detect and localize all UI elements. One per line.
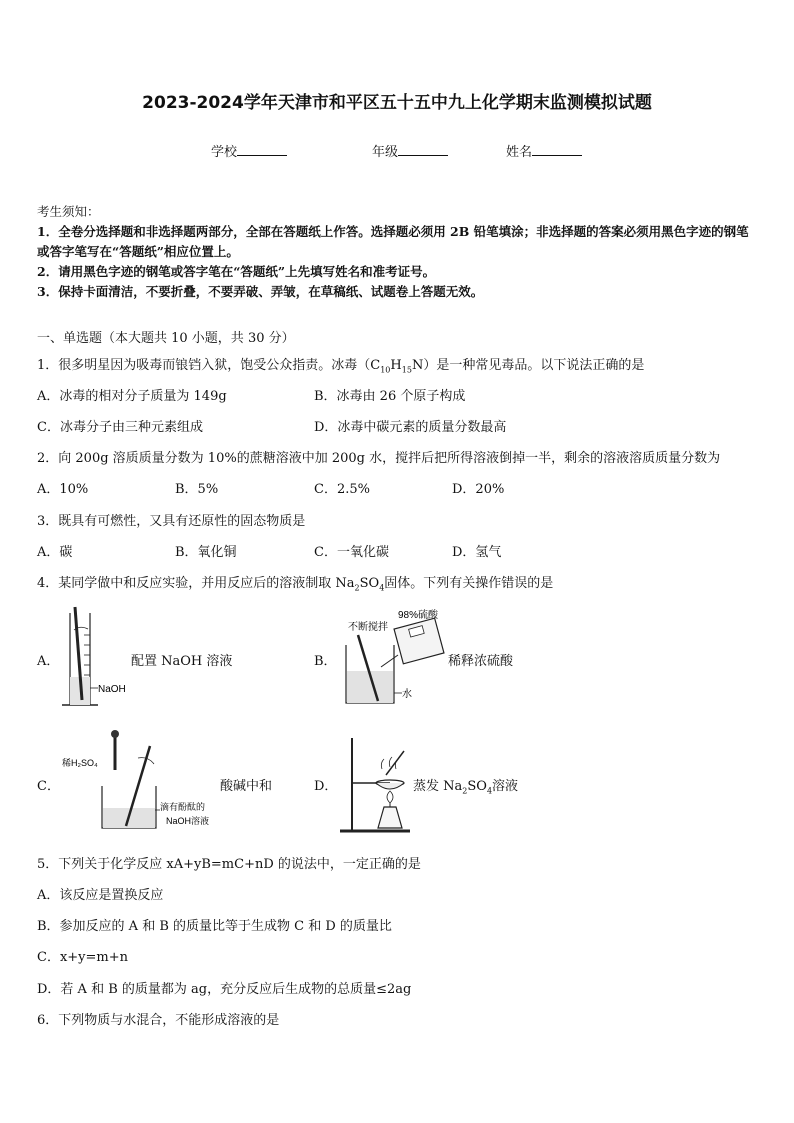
q4-c-letter: C． xyxy=(37,779,60,794)
q3-option-d: D．氢气 xyxy=(452,545,502,560)
q6-stem: 6．下列物质与水混合，不能形成溶液的是 xyxy=(37,1013,280,1028)
q4-stem-b: 固体。下列有关操作错误的是 xyxy=(384,576,554,591)
q4-d-label xyxy=(413,775,518,796)
graduated-cylinder-figure xyxy=(60,605,140,715)
page-title: 2023-2024学年天津市和平区五十五中九上化学期末监测模拟试题 xyxy=(142,93,652,113)
q2-option-d: D．20% xyxy=(452,482,505,497)
name-label: 姓名 xyxy=(506,145,533,160)
grade-label: 年级 xyxy=(372,145,399,160)
q4-sub1: 2 xyxy=(354,583,360,593)
q3-option-c: C．一氧化碳 xyxy=(314,545,389,560)
q3-stem: 3．既具有可燃性，又具有还原性的固态物质是 xyxy=(37,514,306,529)
section-heading: 一、单选题（本大题共 10 小题，共 30 分） xyxy=(37,331,295,346)
notice-heading: 考生须知： xyxy=(37,204,100,219)
notice-item-2: 2．请用黑色字迹的钢笔或答字笔在“答题纸”上先填写姓名和准考证号。 xyxy=(37,264,436,279)
evaporation-figure xyxy=(338,733,418,838)
q1-stem-a: 1．很多明星因为吸毒而锒铛入狱，饱受公众指责。冰毒（C xyxy=(37,358,381,373)
q2-option-a: A．10% xyxy=(37,482,89,497)
q5-option-c: C．x+y=m+n xyxy=(37,950,129,965)
dilution-figure xyxy=(336,605,446,715)
q5-option-b: B．参加反应的 A 和 B 的质量比等于生成物 C 和 D 的质量比 xyxy=(37,919,392,934)
q4-d-label-b: 溶液 xyxy=(492,779,519,794)
q1-stem-b: N）是一种常见毒品。以下说法正确的是 xyxy=(411,358,645,373)
naoh-label: NaOH xyxy=(98,684,126,695)
q4-d-letter: D． xyxy=(314,779,338,794)
q2-stem: 2．向 200g 溶质质量分数为 10%的蔗糖溶液中加 200g 水，搅拌后把所得溶液倒掉一半，剩余的溶液溶质质量分数为 xyxy=(37,451,721,466)
grade-field xyxy=(372,141,448,160)
q4-mid: SO xyxy=(359,576,380,591)
q5-stem: 5．下列关于化学反应 xA+yB=mC+nD 的说法中，一定正确的是 xyxy=(37,857,421,872)
q4-a-letter: A． xyxy=(37,654,60,669)
q1-sub2: 15 xyxy=(401,365,412,375)
q4-a-label: 配置 NaOH 溶液 xyxy=(131,654,233,669)
grade-blank xyxy=(398,143,448,156)
q4-d-mid: SO xyxy=(467,779,487,794)
q4-d-sub1: 2 xyxy=(462,786,468,796)
q4-b-letter: B． xyxy=(314,654,337,669)
q1-stem xyxy=(37,354,644,375)
q4-b-label: 稀释浓硫酸 xyxy=(448,654,514,669)
q2-option-c: C．2.5% xyxy=(314,482,370,497)
q5-option-d: D．若 A 和 B 的质量都为 ag，充分反应后生成物的总质量≤2ag xyxy=(37,982,412,997)
stir-label: 不断搅拌 xyxy=(348,622,388,633)
name-field xyxy=(506,141,582,160)
notice-item-3: 3．保持卡面清洁，不要折叠，不要弄破、弄皱，在草稿纸、试题卷上答题无效。 xyxy=(37,284,484,299)
acid-label: 98%硫酸 xyxy=(398,610,439,621)
q4-stem xyxy=(37,572,553,593)
q4-sub2: 4 xyxy=(379,583,385,593)
q1-mid: H xyxy=(390,358,402,373)
school-field xyxy=(211,141,287,160)
school-label: 学校 xyxy=(211,145,238,160)
neutralization-figure xyxy=(60,728,225,838)
q1-option-d: D．冰毒中碳元素的质量分数最高 xyxy=(314,420,507,435)
q1-sub1: 10 xyxy=(380,365,391,375)
q5-option-a: A．该反应是置换反应 xyxy=(37,888,164,903)
notice-block xyxy=(37,202,759,302)
q1-option-b: B．冰毒由 26 个原子构成 xyxy=(314,389,466,404)
school-blank xyxy=(237,143,287,156)
water-label: 水 xyxy=(402,689,412,700)
q1-option-a: A．冰毒的相对分子质量为 149g xyxy=(37,389,227,404)
dilute-acid-label: 稀H₂SO₄ xyxy=(62,758,98,768)
q1-option-c: C．冰毒分子由三种元素组成 xyxy=(37,420,203,435)
q2-option-b: B．5% xyxy=(175,482,219,497)
notice-item-1: 1．全卷分选择题和非选择题两部分，全部在答题纸上作答。选择题必须用 2B 铅笔填涂；非选择题的答案必须用黑色字迹的钢笔或答字笔写在“答题纸”相应位置上。 xyxy=(37,224,749,259)
solution-label-1: 滴有酚酞的 xyxy=(160,802,206,812)
name-blank xyxy=(532,143,582,156)
q4-c-label: 酸碱中和 xyxy=(220,779,273,794)
q3-option-a: A．碳 xyxy=(37,545,73,560)
q4-d-label-a: 蒸发 Na xyxy=(413,779,463,794)
q4-stem-a: 4．某同学做中和反应实验，并用反应后的溶液制取 Na xyxy=(37,576,355,591)
solution-label-2: NaOH溶液 xyxy=(166,816,210,826)
q3-option-b: B．氧化铜 xyxy=(175,545,237,560)
q4-d-sub2: 4 xyxy=(486,786,493,796)
